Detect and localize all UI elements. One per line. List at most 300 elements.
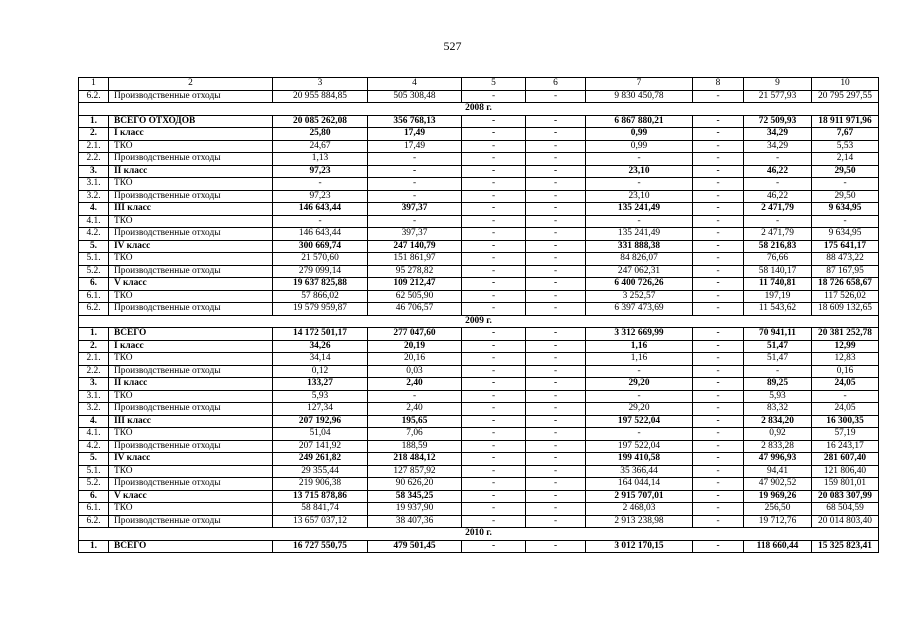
- row-name: Производственные отходы: [109, 515, 273, 528]
- value-cell: 94,41: [744, 465, 812, 478]
- value-cell: 29 355,44: [273, 465, 368, 478]
- value-cell: -: [462, 403, 526, 416]
- header-cell: 3: [273, 78, 368, 91]
- table-row: [79, 303, 879, 316]
- value-cell: 197,19: [744, 290, 812, 303]
- value-cell: -: [693, 340, 744, 353]
- row-name: II класс: [109, 165, 273, 178]
- value-cell: -: [526, 115, 586, 128]
- value-cell: 356 768,13: [368, 115, 462, 128]
- row-name: I класс: [109, 340, 273, 353]
- row-number: 4.2.: [79, 228, 109, 241]
- value-cell: 397,37: [368, 228, 462, 241]
- row-name: ВСЕГО ОТХОДОВ: [109, 115, 273, 128]
- row-number: 4.1.: [79, 215, 109, 228]
- table-row: [79, 490, 879, 503]
- value-cell: -: [462, 465, 526, 478]
- table-row: [79, 465, 879, 478]
- value-cell: 25,80: [273, 128, 368, 141]
- value-cell: 19 637 825,88: [273, 278, 368, 291]
- value-cell: 5,93: [273, 390, 368, 403]
- value-cell: 9 634,95: [812, 228, 879, 241]
- value-cell: 2 833,28: [744, 440, 812, 453]
- value-cell: -: [462, 165, 526, 178]
- value-cell: -: [526, 403, 586, 416]
- value-cell: 17,49: [368, 140, 462, 153]
- value-cell: -: [693, 478, 744, 491]
- value-cell: 146 643,44: [273, 203, 368, 216]
- row-name: Производственные отходы: [109, 440, 273, 453]
- table-row: [79, 278, 879, 291]
- value-cell: 146 643,44: [273, 228, 368, 241]
- table-row: [79, 128, 879, 141]
- value-cell: -: [693, 178, 744, 191]
- header-cell: 10: [812, 78, 879, 91]
- value-cell: -: [462, 153, 526, 166]
- value-cell: -: [586, 365, 693, 378]
- value-cell: -: [462, 540, 526, 553]
- table-row: [79, 190, 879, 203]
- value-cell: -: [693, 515, 744, 528]
- value-cell: -: [693, 503, 744, 516]
- value-cell: 151 861,97: [368, 253, 462, 266]
- value-cell: 19 579 959,87: [273, 303, 368, 316]
- row-name: Производственные отходы: [109, 228, 273, 241]
- value-cell: -: [462, 440, 526, 453]
- value-cell: -: [586, 428, 693, 441]
- value-cell: -: [586, 215, 693, 228]
- table-row: [79, 453, 879, 466]
- value-cell: -: [462, 378, 526, 391]
- value-cell: -: [693, 465, 744, 478]
- row-number: 6.2.: [79, 515, 109, 528]
- value-cell: 9 830 450,78: [586, 90, 693, 103]
- value-cell: -: [744, 178, 812, 191]
- value-cell: -: [526, 353, 586, 366]
- row-number: 1.: [79, 540, 109, 553]
- value-cell: 3 312 669,99: [586, 328, 693, 341]
- year-row: [79, 315, 879, 328]
- value-cell: 97,23: [273, 190, 368, 203]
- row-name: I класс: [109, 128, 273, 141]
- value-cell: 6 400 726,26: [586, 278, 693, 291]
- row-name: ТКО: [109, 290, 273, 303]
- table-row: [79, 540, 879, 553]
- value-cell: -: [526, 365, 586, 378]
- table-row: [79, 90, 879, 103]
- row-number: 1.: [79, 115, 109, 128]
- value-cell: -: [526, 178, 586, 191]
- value-cell: -: [693, 278, 744, 291]
- value-cell: 34,14: [273, 353, 368, 366]
- value-cell: 88 473,22: [812, 253, 879, 266]
- table-row: [79, 365, 879, 378]
- value-cell: 20 083 307,99: [812, 490, 879, 503]
- value-cell: -: [526, 140, 586, 153]
- row-number: 3.2.: [79, 403, 109, 416]
- value-cell: -: [526, 503, 586, 516]
- value-cell: 9 634,95: [812, 203, 879, 216]
- row-number: 5.1.: [79, 465, 109, 478]
- table-row: [79, 428, 879, 441]
- row-name: ВСЕГО: [109, 328, 273, 341]
- year-row: [79, 528, 879, 541]
- row-number: 4.1.: [79, 428, 109, 441]
- table-row: [79, 390, 879, 403]
- value-cell: -: [526, 440, 586, 453]
- value-cell: 0,92: [744, 428, 812, 441]
- value-cell: -: [693, 115, 744, 128]
- value-cell: -: [462, 515, 526, 528]
- value-cell: 2 471,79: [744, 228, 812, 241]
- header-row: [79, 78, 879, 91]
- row-name: III класс: [109, 203, 273, 216]
- value-cell: -: [368, 178, 462, 191]
- row-number: 3.: [79, 378, 109, 391]
- value-cell: 277 047,60: [368, 328, 462, 341]
- value-cell: -: [526, 428, 586, 441]
- value-cell: -: [462, 203, 526, 216]
- value-cell: 29,50: [812, 190, 879, 203]
- value-cell: 256,50: [744, 503, 812, 516]
- value-cell: 68 504,59: [812, 503, 879, 516]
- value-cell: 135 241,49: [586, 228, 693, 241]
- value-cell: -: [693, 353, 744, 366]
- value-cell: -: [693, 428, 744, 441]
- value-cell: 175 641,17: [812, 240, 879, 253]
- value-cell: -: [693, 378, 744, 391]
- row-number: 5.1.: [79, 253, 109, 266]
- row-number: 5.: [79, 240, 109, 253]
- value-cell: -: [462, 390, 526, 403]
- table-row: [79, 503, 879, 516]
- value-cell: 1,16: [586, 353, 693, 366]
- table-row: [79, 478, 879, 491]
- value-cell: -: [693, 490, 744, 503]
- value-cell: 199 410,58: [586, 453, 693, 466]
- value-cell: 29,20: [586, 403, 693, 416]
- value-cell: 87 167,95: [812, 265, 879, 278]
- value-cell: -: [526, 415, 586, 428]
- header-cell: 6: [526, 78, 586, 91]
- value-cell: 57,19: [812, 428, 879, 441]
- value-cell: 18 609 132,65: [812, 303, 879, 316]
- value-cell: -: [812, 178, 879, 191]
- value-cell: 51,47: [744, 340, 812, 353]
- value-cell: -: [368, 215, 462, 228]
- table-row: [79, 215, 879, 228]
- value-cell: 70 941,11: [744, 328, 812, 341]
- value-cell: -: [462, 115, 526, 128]
- value-cell: 21 570,60: [273, 253, 368, 266]
- value-cell: 5,53: [812, 140, 879, 153]
- value-cell: 0,99: [586, 128, 693, 141]
- row-name: Производственные отходы: [109, 478, 273, 491]
- value-cell: -: [693, 403, 744, 416]
- value-cell: 34,26: [273, 340, 368, 353]
- value-cell: -: [462, 503, 526, 516]
- row-number: 2.2.: [79, 153, 109, 166]
- value-cell: 29,20: [586, 378, 693, 391]
- table-row: [79, 290, 879, 303]
- value-cell: 35 366,44: [586, 465, 693, 478]
- row-number: 3.2.: [79, 190, 109, 203]
- value-cell: -: [462, 328, 526, 341]
- row-number: 6.1.: [79, 290, 109, 303]
- value-cell: 247 062,31: [586, 265, 693, 278]
- value-cell: 0,03: [368, 365, 462, 378]
- value-cell: -: [744, 365, 812, 378]
- row-name: V класс: [109, 490, 273, 503]
- value-cell: 331 888,38: [586, 240, 693, 253]
- row-number: 2.1.: [79, 140, 109, 153]
- row-number: 4.2.: [79, 440, 109, 453]
- value-cell: -: [462, 365, 526, 378]
- value-cell: 397,37: [368, 203, 462, 216]
- value-cell: -: [693, 265, 744, 278]
- value-cell: -: [526, 215, 586, 228]
- value-cell: 20 795 297,55: [812, 90, 879, 103]
- value-cell: -: [462, 353, 526, 366]
- value-cell: -: [744, 153, 812, 166]
- value-cell: 0,12: [273, 365, 368, 378]
- value-cell: 20 014 803,40: [812, 515, 879, 528]
- value-cell: 118 660,44: [744, 540, 812, 553]
- table-row: [79, 153, 879, 166]
- value-cell: -: [693, 453, 744, 466]
- value-cell: -: [693, 540, 744, 553]
- header-cell: 5: [462, 78, 526, 91]
- value-cell: 13 715 878,86: [273, 490, 368, 503]
- value-cell: 11 740,81: [744, 278, 812, 291]
- value-cell: 197 522,04: [586, 415, 693, 428]
- value-cell: -: [526, 253, 586, 266]
- value-cell: 19 969,26: [744, 490, 812, 503]
- value-cell: 58 216,83: [744, 240, 812, 253]
- row-number: 4.: [79, 415, 109, 428]
- value-cell: -: [526, 328, 586, 341]
- value-cell: -: [526, 153, 586, 166]
- value-cell: 2 913 238,98: [586, 515, 693, 528]
- row-number: 4.: [79, 203, 109, 216]
- value-cell: 19 712,76: [744, 515, 812, 528]
- value-cell: 7,06: [368, 428, 462, 441]
- value-cell: -: [526, 465, 586, 478]
- row-number: 3.1.: [79, 178, 109, 191]
- value-cell: -: [462, 178, 526, 191]
- header-cell: 1: [79, 78, 109, 91]
- value-cell: 20 085 262,08: [273, 115, 368, 128]
- header-cell: 4: [368, 78, 462, 91]
- value-cell: 218 484,12: [368, 453, 462, 466]
- value-cell: -: [462, 428, 526, 441]
- value-cell: 3 252,57: [586, 290, 693, 303]
- value-cell: -: [526, 90, 586, 103]
- value-cell: 83,32: [744, 403, 812, 416]
- table-row: [79, 265, 879, 278]
- table-row: [79, 240, 879, 253]
- row-name: Производственные отходы: [109, 190, 273, 203]
- value-cell: 279 099,14: [273, 265, 368, 278]
- value-cell: 6 397 473,69: [586, 303, 693, 316]
- value-cell: 23,10: [586, 190, 693, 203]
- value-cell: 159 801,01: [812, 478, 879, 491]
- value-cell: -: [526, 203, 586, 216]
- value-cell: 58 345,25: [368, 490, 462, 503]
- value-cell: -: [368, 190, 462, 203]
- value-cell: 97,23: [273, 165, 368, 178]
- value-cell: -: [462, 290, 526, 303]
- value-cell: 29,50: [812, 165, 879, 178]
- row-number: 6.: [79, 278, 109, 291]
- value-cell: -: [693, 153, 744, 166]
- value-cell: 47 996,93: [744, 453, 812, 466]
- value-cell: 51,04: [273, 428, 368, 441]
- row-name: ТКО: [109, 253, 273, 266]
- table-row: [79, 378, 879, 391]
- value-cell: -: [693, 290, 744, 303]
- value-cell: 21 577,93: [744, 90, 812, 103]
- value-cell: -: [693, 365, 744, 378]
- value-cell: 72 509,93: [744, 115, 812, 128]
- row-number: 5.: [79, 453, 109, 466]
- value-cell: 46,22: [744, 190, 812, 203]
- value-cell: 133,27: [273, 378, 368, 391]
- value-cell: 46 706,57: [368, 303, 462, 316]
- value-cell: 2 471,79: [744, 203, 812, 216]
- value-cell: -: [586, 178, 693, 191]
- value-cell: 13 657 037,12: [273, 515, 368, 528]
- value-cell: 135 241,49: [586, 203, 693, 216]
- value-cell: -: [368, 165, 462, 178]
- row-name: Производственные отходы: [109, 403, 273, 416]
- value-cell: -: [586, 153, 693, 166]
- value-cell: 188,59: [368, 440, 462, 453]
- table-row: [79, 328, 879, 341]
- value-cell: -: [812, 215, 879, 228]
- value-cell: 51,47: [744, 353, 812, 366]
- value-cell: 90 626,20: [368, 478, 462, 491]
- row-name: ТКО: [109, 503, 273, 516]
- value-cell: 3 012 170,15: [586, 540, 693, 553]
- value-cell: -: [462, 240, 526, 253]
- value-cell: 127,34: [273, 403, 368, 416]
- row-number: 1.: [79, 328, 109, 341]
- value-cell: 19 937,90: [368, 503, 462, 516]
- value-cell: 23,10: [586, 165, 693, 178]
- year-row: [79, 103, 879, 116]
- value-cell: -: [526, 515, 586, 528]
- row-name: ТКО: [109, 215, 273, 228]
- value-cell: -: [526, 290, 586, 303]
- value-cell: 0,16: [812, 365, 879, 378]
- value-cell: 18 726 658,67: [812, 278, 879, 291]
- row-number: 6.1.: [79, 503, 109, 516]
- table-row: [79, 140, 879, 153]
- value-cell: -: [526, 478, 586, 491]
- value-cell: 121 806,40: [812, 465, 879, 478]
- row-name: V класс: [109, 278, 273, 291]
- row-name: ТКО: [109, 353, 273, 366]
- value-cell: -: [586, 390, 693, 403]
- value-cell: -: [462, 128, 526, 141]
- value-cell: -: [462, 190, 526, 203]
- value-cell: -: [526, 378, 586, 391]
- value-cell: -: [693, 215, 744, 228]
- value-cell: -: [462, 90, 526, 103]
- value-cell: -: [693, 165, 744, 178]
- row-name: Производственные отходы: [109, 303, 273, 316]
- table-row: [79, 440, 879, 453]
- value-cell: 62 505,90: [368, 290, 462, 303]
- header-cell: 2: [109, 78, 273, 91]
- value-cell: 2,40: [368, 378, 462, 391]
- value-cell: 16 727 550,75: [273, 540, 368, 553]
- table-row: [79, 165, 879, 178]
- table-row: [79, 415, 879, 428]
- value-cell: 247 140,79: [368, 240, 462, 253]
- row-name: IV класс: [109, 240, 273, 253]
- value-cell: 109 212,47: [368, 278, 462, 291]
- value-cell: 505 308,48: [368, 90, 462, 103]
- row-number: 6.: [79, 490, 109, 503]
- value-cell: 24,67: [273, 140, 368, 153]
- value-cell: 164 044,14: [586, 478, 693, 491]
- value-cell: -: [462, 140, 526, 153]
- value-cell: 16 243,17: [812, 440, 879, 453]
- value-cell: -: [368, 153, 462, 166]
- value-cell: 24,05: [812, 378, 879, 391]
- value-cell: 2 915 707,01: [586, 490, 693, 503]
- value-cell: -: [693, 328, 744, 341]
- row-name: ТКО: [109, 428, 273, 441]
- table-row: [79, 203, 879, 216]
- row-name: IV класс: [109, 453, 273, 466]
- row-name: Производственные отходы: [109, 153, 273, 166]
- row-number: 6.2.: [79, 303, 109, 316]
- table-row: [79, 353, 879, 366]
- value-cell: -: [462, 490, 526, 503]
- page-number: 527: [443, 39, 462, 53]
- value-cell: -: [462, 278, 526, 291]
- value-cell: -: [812, 390, 879, 403]
- value-cell: -: [693, 90, 744, 103]
- value-cell: 219 906,38: [273, 478, 368, 491]
- table-row: [79, 515, 879, 528]
- row-number: 2.1.: [79, 353, 109, 366]
- row-name: II класс: [109, 378, 273, 391]
- value-cell: -: [693, 140, 744, 153]
- header-cell: 7: [586, 78, 693, 91]
- table-row: [79, 178, 879, 191]
- row-name: ТКО: [109, 140, 273, 153]
- year-label: 2009 г.: [79, 315, 879, 328]
- value-cell: 207 192,96: [273, 415, 368, 428]
- value-cell: -: [526, 128, 586, 141]
- value-cell: -: [526, 540, 586, 553]
- value-cell: -: [526, 453, 586, 466]
- value-cell: -: [693, 190, 744, 203]
- value-cell: 5,93: [744, 390, 812, 403]
- row-number: 3.1.: [79, 390, 109, 403]
- row-name: Производственные отходы: [109, 265, 273, 278]
- value-cell: 300 669,74: [273, 240, 368, 253]
- value-cell: 207 141,92: [273, 440, 368, 453]
- table-row: [79, 253, 879, 266]
- value-cell: 2 834,20: [744, 415, 812, 428]
- value-cell: -: [693, 303, 744, 316]
- value-cell: -: [273, 178, 368, 191]
